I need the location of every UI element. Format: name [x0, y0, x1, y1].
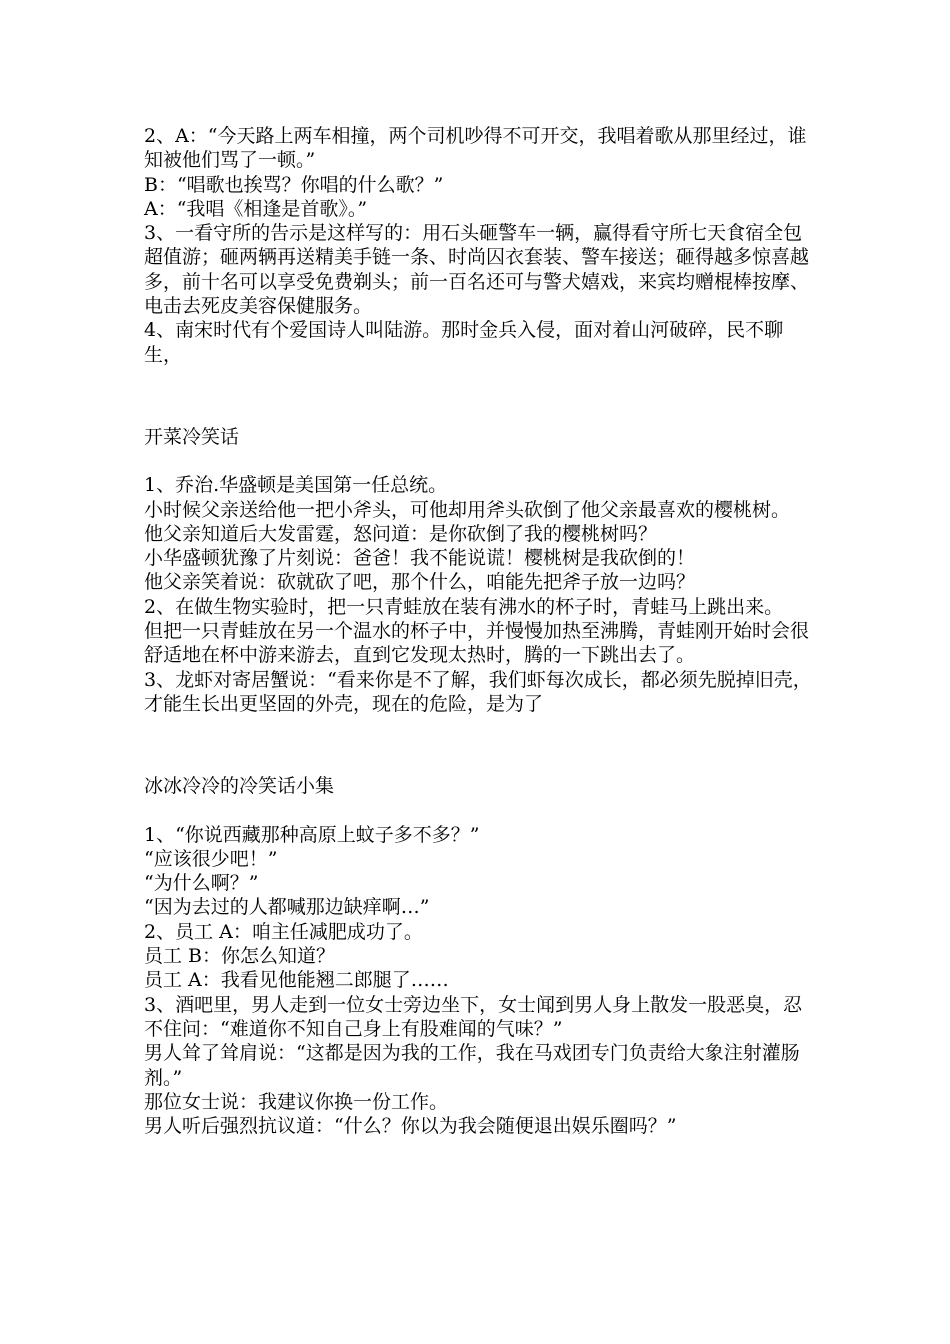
document-page — [144, 124, 816, 1138]
paragraph: 但把一只青蛙放在另一个温水的杯子中，并慢慢加热至沸腾，青蛙刚开始时会很舒适地在杯中游来游去，直到它发现太热时，腾的一下跳出去了。 — [144, 620, 810, 667]
paragraph: 3、酒吧里，男人走到一位女士旁边坐下，女士闻到男人身上散发一股恶臭，忍不住问：“难道你不知自己身上有股难闻的气味？” — [144, 993, 803, 1040]
paragraph: 员工 B：你怎么知道？ — [144, 945, 336, 968]
paragraph: B：“唱歌也挨骂？你唱的什么歌？” — [144, 173, 444, 196]
spacer — [144, 449, 816, 473]
paragraph: 男人耸了耸肩说：“这都是因为我的工作，我在马戏团专门负责给大象注射灌肠剂。” — [144, 1042, 800, 1089]
paragraph: 1、“你说西藏那种高原上蚊子多不多？” — [144, 823, 480, 846]
paragraph: 3、一看守所的告示是这样写的：用石头砸警车一辆，赢得看守所七天食宿全包超值游；砸两辆再送精美手链一条、时尚囚衣套装、警车接送；砸得越多惊喜越多，前十名可以享受免费剃头；前一百名还可与警犬嬉戏，来宾均赠棍棒按摩、电击去死皮美容保健服务。 — [144, 222, 810, 318]
paragraph: “应该很少吧！” — [144, 847, 278, 870]
section-title: 冰冰冷冷的冷笑话小集 — [144, 775, 335, 798]
paragraph: 小时候父亲送给他一把小斧头，可他却用斧头砍倒了他父亲最喜欢的樱桃树。 — [144, 498, 791, 521]
paragraph: 他父亲笑着说：砍就砍了吧，那个什么，咱能先把斧子放一边吗？ — [144, 571, 696, 594]
joke-section-3 — [144, 774, 816, 1138]
paragraph: 小华盛顿犹豫了片刻说：爸爸！我不能说谎！樱桃树是我砍倒的！ — [144, 547, 696, 570]
paragraph: “为什么啊？” — [144, 872, 259, 895]
paragraph: 他父亲知道后大发雷霆，怒问道：是你砍倒了我的樱桃树吗？ — [144, 522, 658, 545]
spacer — [144, 367, 816, 425]
paragraph: 3、龙虾对寄居蟹说：“看来你是不了解，我们虾每次成长，都必须先脱掉旧壳，才能生长出更坚固的外壳，现在的危险，是为了 — [144, 668, 812, 715]
paragraph: “因为去过的人都喊那边缺痒啊…” — [144, 896, 430, 919]
spacer — [144, 716, 816, 774]
section-title: 开菜冷笑话 — [144, 425, 240, 448]
paragraph: A：“我唱《相逢是首歌》。” — [144, 197, 368, 220]
paragraph: 4、南宋时代有个爱国诗人叫陆游。那时金兵入侵，面对着山河破碎，民不聊生， — [144, 319, 784, 366]
paragraph: 那位女士说：我建议你换一份工作。 — [144, 1090, 449, 1113]
paragraph: 男人听后强烈抗议道：“什么？你以为我会随便退出娱乐圈吗？” — [144, 1115, 677, 1138]
paragraph: 员工 A：我看见他能翘二郎腿了…… — [144, 969, 449, 992]
joke-section-2 — [144, 425, 816, 716]
paragraph: 2、员工 A：咱主任减肥成功了。 — [144, 920, 423, 943]
joke-section-1 — [144, 124, 816, 367]
spacer — [144, 799, 816, 823]
paragraph: 2、在做生物实验时，把一只青蛙放在装有沸水的杯子时，青蛙马上跳出来。 — [144, 595, 784, 618]
paragraph: 2、A：“今天路上两车相撞，两个司机吵得不可开交，我唱着歌从那里经过，谁知被他们骂了一顿。” — [144, 125, 807, 172]
paragraph: 1、乔治.华盛顿是美国第一任总统。 — [144, 474, 448, 497]
